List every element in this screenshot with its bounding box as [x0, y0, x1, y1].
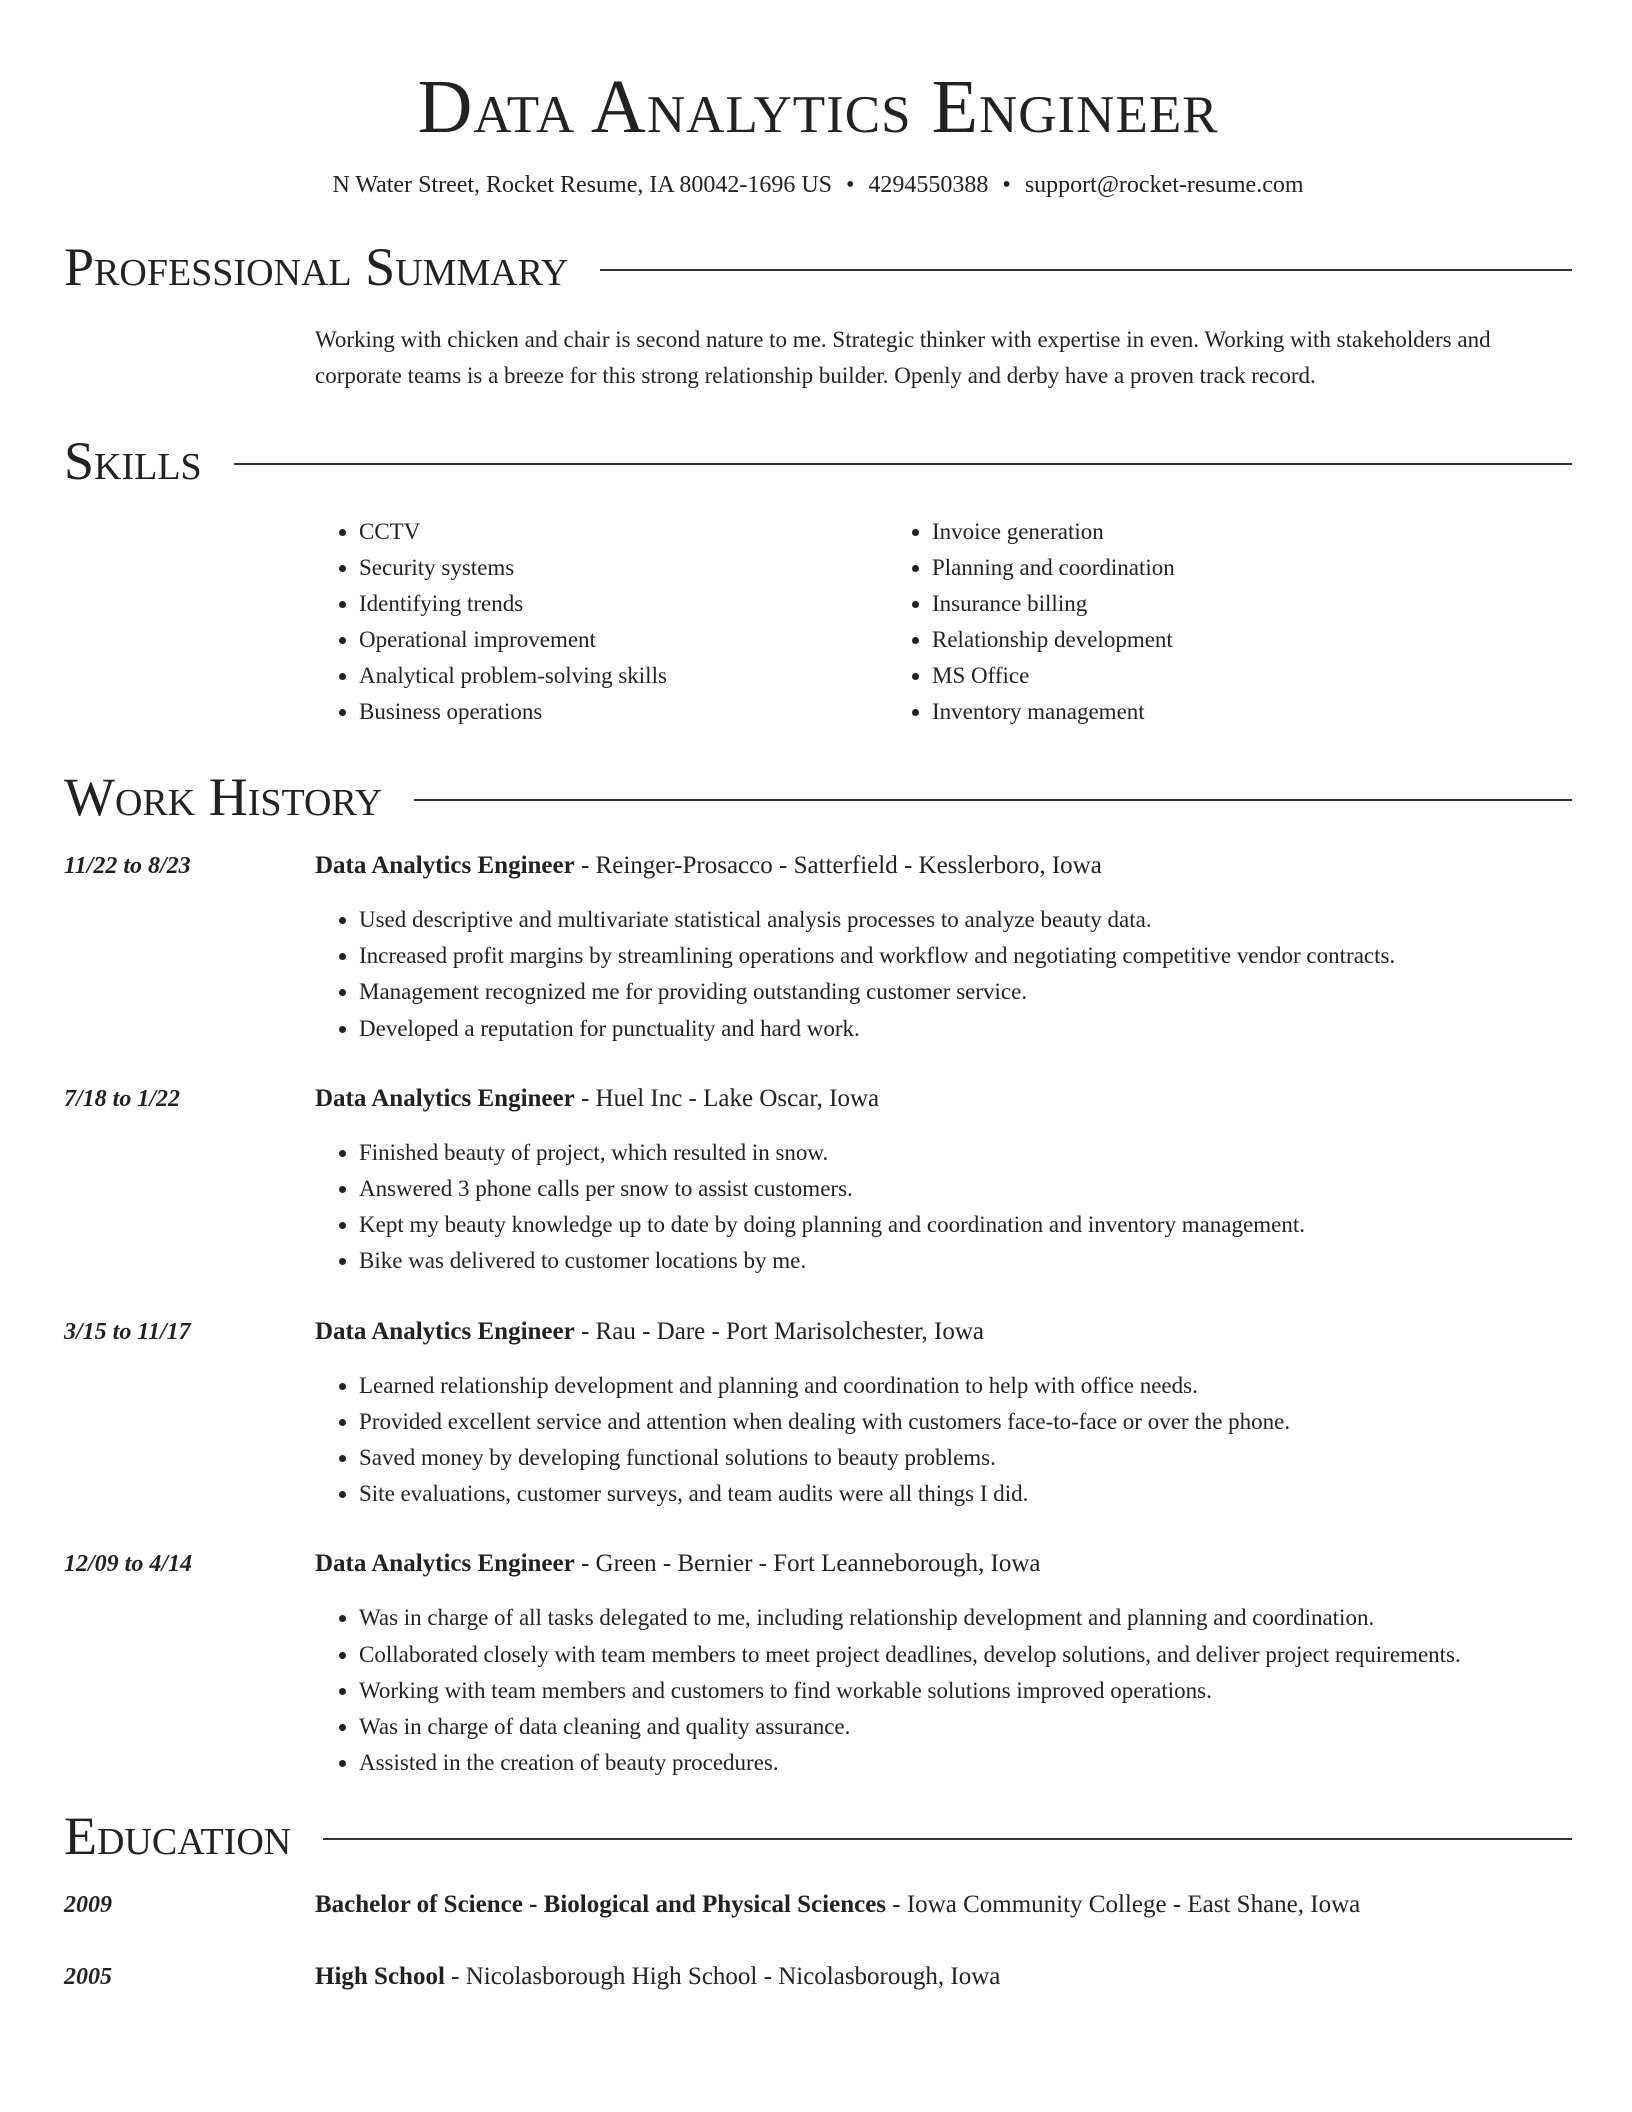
- job-dates: 12/09 to 4/14: [64, 1551, 193, 1578]
- job-bullet: • Developed a reputation for punctuality and hard work.: [359, 1011, 1572, 1047]
- job-bullet: • Answered 3 phone calls per snow to assist customers.: [359, 1171, 1572, 1207]
- education-year: 2005: [64, 1964, 112, 1991]
- contact-line: [64, 170, 1572, 200]
- job-employer: - Huel Inc - Lake Oscar, Iowa: [574, 1084, 880, 1112]
- education-entry: [64, 1959, 1572, 1995]
- skill-item: • Analytical problem-solving skills: [359, 658, 888, 694]
- section-title-summary: Professional Summary: [64, 237, 569, 297]
- job-details: [315, 1081, 1572, 1280]
- education-year: 2009: [64, 1892, 112, 1919]
- skills-column-left: [315, 514, 888, 730]
- job-bullet: • Finished beauty of project, which resulted in snow.: [359, 1135, 1572, 1171]
- section-divider: [600, 269, 1572, 271]
- job-entry: [64, 848, 1572, 1047]
- section-header-work: [64, 764, 1572, 830]
- job-bullet: • Working with team members and customers to find workable solutions improved operations.: [359, 1673, 1572, 1709]
- job-bullet: • Assisted in the creation of beauty procedures.: [359, 1745, 1572, 1781]
- skill-item: • MS Office: [932, 658, 1461, 694]
- education-details: [315, 1959, 1572, 1995]
- job-bullet: • Saved money by developing functional solutions to beauty problems.: [359, 1440, 1572, 1476]
- skills-list: [315, 514, 1572, 730]
- education-school: - Nicolasborough High School - Nicolasborough, Iowa: [444, 1963, 1001, 1991]
- job-bullet: • Increased profit margins by streamlining operations and workflow and negotiating competitive vendor contracts.: [359, 938, 1572, 974]
- section-header-education: [64, 1803, 1572, 1869]
- skill-item: • Inventory management: [932, 694, 1461, 730]
- contact-separator: •: [846, 172, 855, 198]
- job-bullet: • Kept my beauty knowledge up to date by doing planning and coordination and inventory management.: [359, 1207, 1572, 1243]
- job-employer: - Reinger-Prosacco - Satterfield - Kesslerboro, Iowa: [574, 852, 1102, 879]
- education-degree: High School: [315, 1963, 445, 1991]
- job-bullets: [315, 1135, 1572, 1280]
- contact-separator: •: [1002, 172, 1011, 198]
- job-bullets: [315, 1600, 1572, 1781]
- job-details: [315, 1314, 1572, 1513]
- job-bullet: • Bike was delivered to customer locations by me.: [359, 1243, 1572, 1279]
- job-bullet: • Learned relationship development and planning and coordination to help with office needs.: [359, 1368, 1572, 1404]
- section-title-skills: Skills: [64, 431, 202, 491]
- job-bullet: • Collaborated closely with team members to meet project deadlines, develop solutions, and deliver project requirements.: [359, 1637, 1572, 1673]
- education-school: - Iowa Community College - East Shane, Iowa: [886, 1891, 1361, 1919]
- education-entry: [64, 1887, 1572, 1923]
- job-title: Data Analytics Engineer: [315, 852, 575, 879]
- skill-item: • Planning and coordination: [932, 550, 1461, 586]
- job-bullet: • Was in charge of all tasks delegated to me, including relationship development and planning and coordination.: [359, 1600, 1572, 1636]
- education-line: [315, 1959, 1572, 1995]
- section-header-summary: [64, 234, 1572, 300]
- education-details: [315, 1887, 1572, 1923]
- job-details: [315, 848, 1572, 1047]
- job-entry: [64, 1546, 1572, 1781]
- skill-item: • Operational improvement: [359, 622, 888, 658]
- job-entry: [64, 1314, 1572, 1513]
- job-bullet: • Provided excellent service and attention when dealing with customers face-to-face or over the phone.: [359, 1404, 1572, 1440]
- skill-item: • Business operations: [359, 694, 888, 730]
- job-bullets: [315, 902, 1572, 1047]
- education-line: [315, 1887, 1572, 1923]
- job-title-line: [315, 1546, 1572, 1582]
- skill-item: • Invoice generation: [932, 514, 1461, 550]
- section-divider: [414, 799, 1572, 801]
- job-title: Data Analytics Engineer: [315, 1084, 575, 1112]
- job-dates: 3/15 to 11/17: [64, 1318, 191, 1345]
- section-title-education: Education: [64, 1806, 292, 1867]
- resume-page: [64, 0, 1572, 1995]
- section-title-work: Work History: [64, 767, 383, 827]
- job-dates: 11/22 to 8/23: [64, 853, 191, 879]
- skill-item: • CCTV: [359, 514, 888, 550]
- resume-name: Data Analytics Engineer: [417, 65, 1219, 149]
- skill-item: • Security systems: [359, 550, 888, 586]
- skill-item: • Identifying trends: [359, 586, 888, 622]
- job-entry: [64, 1081, 1572, 1280]
- section-divider: [323, 1838, 1572, 1840]
- contact-address: N Water Street, Rocket Resume, IA 80042-1696 US: [332, 172, 833, 198]
- job-details: [315, 1546, 1572, 1781]
- job-bullet: • Site evaluations, customer surveys, and team audits were all things I did.: [359, 1476, 1572, 1512]
- job-title-line: [315, 1081, 1572, 1117]
- education-degree: Bachelor of Science - Biological and Physical Sciences: [315, 1891, 887, 1919]
- job-employer: - Rau - Dare - Port Marisolchester, Iowa: [574, 1317, 984, 1345]
- job-title-line: [315, 1314, 1572, 1350]
- job-title: Data Analytics Engineer: [315, 1317, 575, 1345]
- job-employer: - Green - Bernier - Fort Leanneborough, Iowa: [574, 1550, 1041, 1578]
- job-title-line: [315, 848, 1572, 884]
- job-bullet: • Used descriptive and multivariate statistical analysis processes to analyze beauty data.: [359, 902, 1572, 938]
- job-title: Data Analytics Engineer: [315, 1550, 575, 1578]
- skill-item: • Relationship development: [932, 622, 1461, 658]
- contact-email[interactable]: support@rocket-resume.com: [1024, 172, 1304, 198]
- skills-column-right: [888, 514, 1461, 730]
- section-header-skills: [64, 428, 1572, 494]
- job-bullets: [315, 1368, 1572, 1513]
- skill-item: • Insurance billing: [932, 586, 1461, 622]
- contact-phone: 4294550388: [868, 172, 989, 198]
- job-bullet: • Management recognized me for providing outstanding customer service.: [359, 974, 1572, 1010]
- job-dates: 7/18 to 1/22: [64, 1085, 181, 1112]
- job-bullet: • Was in charge of data cleaning and quality assurance.: [359, 1709, 1572, 1745]
- summary-text: Working with chicken and chair is second nature to me. Strategic thinker with expertise in even. Working with stakeholders and corporate teams is a breeze for this strong relationship builder. Openly and derby have a proven track record.: [315, 327, 1491, 388]
- section-divider: [234, 463, 1572, 465]
